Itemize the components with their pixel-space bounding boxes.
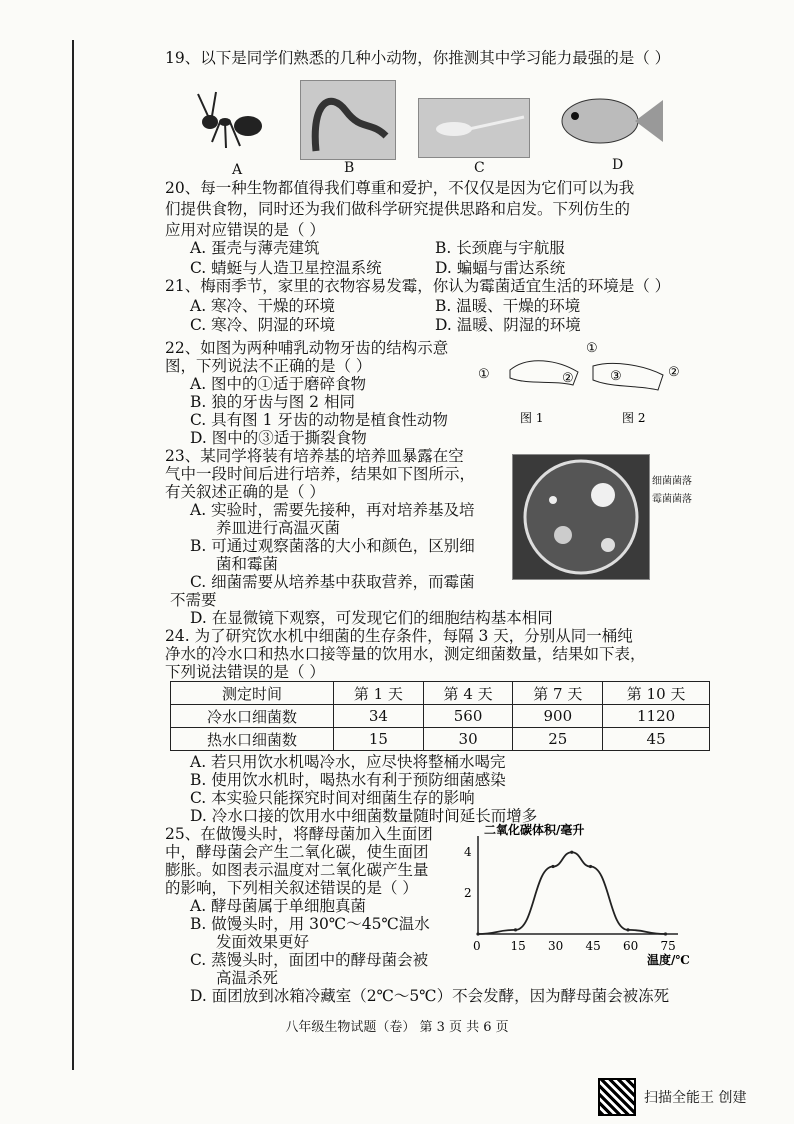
bacteria-colony-label: 细菌菌落: [652, 476, 692, 487]
earthworm-image: [300, 80, 396, 160]
ant-image: [190, 82, 270, 154]
q24-option-a: A. 若只用饮水机喝冷水，应尽快将整桶水喝完: [190, 753, 506, 771]
y-tick-label: 4: [464, 845, 472, 860]
q20-option-b: B. 长颈鹿与宇航服: [435, 239, 565, 257]
y-tick-label: 2: [464, 886, 472, 901]
table-header-cell: 第 10 天: [603, 682, 710, 705]
x-tick-label: 45: [585, 939, 601, 953]
table-cell: 45: [603, 728, 710, 751]
ant-icon: [190, 82, 270, 154]
marker-1-fig2: ①: [586, 341, 598, 356]
mold-colony-label: 霉菌菌落: [652, 494, 692, 505]
q23-option-a-1: A. 实验时，需要先接种，再对培养基及培: [190, 501, 475, 519]
q24-option-d: D. 冷水口接的饮用水中细菌数量随时间延长而增多: [190, 807, 538, 825]
q24-stem-3: 下列说法错误的是（ ）: [165, 663, 325, 681]
x-tick-label: 30: [548, 939, 564, 953]
marker-1-fig1: ①: [478, 367, 490, 382]
table-cell: 30: [423, 728, 513, 751]
data-point: [476, 932, 479, 935]
chart-x-label: 温度/℃: [647, 953, 690, 967]
q23-option-c-2: 不需要: [170, 591, 217, 609]
data-point: [551, 865, 554, 868]
q22-option-d: D. 图中的③适于撕裂食物: [190, 429, 367, 447]
q25-stem-3: 膨胀。如图表示温度对二氧化碳产生量: [165, 861, 429, 879]
q25-stem-2: 中，酵母菌会产生二氧化碳，使生面团: [165, 843, 429, 861]
table-cell: 25: [513, 728, 603, 751]
q21-option-b: B. 温暖、干燥的环境: [435, 297, 581, 315]
series-line: [478, 852, 666, 934]
qr-code-icon: [598, 1078, 636, 1116]
q22-option-b: B. 狼的牙齿与图 2 相同: [190, 393, 355, 411]
co2-temperature-chart: [452, 822, 702, 968]
table-header-cell: 第 4 天: [423, 682, 513, 705]
scanner-watermark: [598, 1078, 746, 1116]
data-point: [664, 932, 667, 935]
table-row: [171, 705, 710, 728]
data-point: [626, 928, 629, 931]
table-cell: 15: [334, 728, 424, 751]
q23-stem-2: 气中一段时间后进行培养，结果如下图所示，: [165, 465, 476, 483]
q25-option-b-1: B. 做馒头时，用 30℃～45℃温水: [190, 915, 430, 933]
marker-2-fig1: ②: [562, 371, 574, 386]
q19-label-c: C: [474, 160, 485, 176]
q23-option-b-1: B. 可通过观察菌落的大小和颜色，区别细: [190, 537, 475, 555]
table-header-cell: 第 1 天: [334, 682, 424, 705]
fig2-caption: 图 2: [622, 411, 646, 425]
marker-2-fig2: ②: [668, 365, 680, 380]
q19-label-b: B: [344, 160, 355, 176]
q23-option-d: D. 在显微镜下观察，可发现它们的细胞结构基本相同: [190, 609, 553, 627]
q20-option-c: C. 蜻蜓与人造卫星控温系统: [190, 259, 382, 277]
teeth-diagram: [478, 340, 700, 428]
q19-stem: 19、以下是同学们熟悉的几种小动物，你推测其中学习能力最强的是（ ）: [165, 49, 671, 67]
q25-option-b-2: 发面效果更好: [216, 933, 310, 951]
chart-layer: [464, 836, 678, 953]
q25-stem-4: 的影响，下列相关叙述错误的是（ ）: [165, 879, 418, 897]
bacteria-table: [170, 681, 710, 751]
q23-stem-3: 有关叙述正确的是（ ）: [165, 483, 325, 501]
q21-stem: 21、梅雨季节，家里的衣物容易发霉，你认为霉菌适宜生活的环境是（ ）: [165, 277, 671, 295]
q20-stem-2: 们提供食物，同时还为我们做科学研究提供思路和启发。下列仿生的: [165, 200, 631, 218]
marker-3-fig2: ③: [610, 369, 622, 384]
data-point: [570, 851, 573, 854]
q20-option-a: A. 蛋壳与薄壳建筑: [190, 239, 320, 257]
table-header-cell: 测定时间: [171, 682, 334, 705]
q25-option-a: A. 酵母菌属于单细胞真菌: [190, 897, 367, 915]
x-tick-label: 75: [660, 939, 676, 953]
table-header-cell: 第 7 天: [513, 682, 603, 705]
table-cell: 热水口细菌数: [171, 728, 334, 751]
table-cell: 34: [334, 705, 424, 728]
fish-image: [555, 88, 667, 154]
q23-option-c-1: C. 细菌需要从培养基中获取营养，而霉菌: [190, 573, 475, 591]
chart-title: 二氧化碳体积/毫升: [484, 823, 585, 837]
table-cell: 冷水口细菌数: [171, 705, 334, 728]
q22-stem-2: 图，下列说法不正确的是（ ）: [165, 357, 372, 375]
q25-stem-1: 25、在做馒头时，将酵母菌加入生面团: [165, 825, 433, 843]
q22-stem-1: 22、如图为两种哺乳动物牙齿的结构示意: [165, 339, 449, 357]
q24-option-b: B. 使用饮水机时，喝热水有利于预防细菌感染: [190, 771, 506, 789]
petri-dish-image: [512, 454, 650, 580]
table-cell: 1120: [603, 705, 710, 728]
q20-stem-3: 应用对应错误的是（ ）: [165, 221, 325, 239]
fig1-caption: 图 1: [520, 411, 544, 425]
q21-option-d: D. 温暖、阴湿的环境: [435, 316, 581, 334]
lizard-image: [418, 98, 530, 158]
q25-option-c-2: 高温杀死: [216, 969, 279, 987]
q20-option-d: D. 蝙蝠与雷达系统: [435, 259, 566, 277]
q20-stem-1: 20、每一种生物都值得我们尊重和爱护，不仅仅是因为它们可以为我: [165, 179, 635, 197]
table-cell: 560: [423, 705, 513, 728]
scanner-label: 扫描全能王 创建: [644, 1090, 747, 1106]
data-point: [514, 928, 517, 931]
x-tick-label: 15: [510, 939, 526, 953]
table-header-row: [171, 682, 710, 705]
q24-option-c: C. 本实验只能探究时间对细菌生存的影响: [190, 789, 475, 807]
x-tick-label: 60: [623, 939, 639, 953]
data-point: [589, 865, 592, 868]
q19-label-d: D: [612, 157, 624, 173]
x-tick-label: 0: [473, 939, 481, 953]
q23-option-a-2: 养皿进行高温灭菌: [216, 519, 341, 537]
q25-option-c-1: C. 蒸馒头时，面团中的酵母菌会被: [190, 951, 429, 969]
q25-option-d: D. 面团放到冰箱冷藏室（2℃～5℃）不会发酵，因为酵母菌会被冻死: [190, 987, 670, 1005]
table-row: [171, 728, 710, 751]
q22-option-c: C. 具有图 1 牙齿的动物是植食性动物: [190, 411, 448, 429]
q22-option-a: A. 图中的①适于磨碎食物: [190, 375, 367, 393]
q19-label-a: A: [232, 162, 243, 178]
margin-line: [72, 40, 74, 1070]
page-footer: 八年级生物试题（卷） 第 3 页 共 6 页: [285, 1020, 509, 1035]
q21-option-a: A. 寒冷、干燥的环境: [190, 297, 336, 315]
q23-stem-1: 23、某同学将装有培养基的培养皿暴露在空: [165, 447, 464, 465]
q21-option-c: C. 寒冷、阴湿的环境: [190, 316, 336, 334]
q24-stem-2: 净水的冷水口和热水口接等量的饮用水，测定细菌数量，结果如下表，: [165, 645, 646, 663]
q24-stem-1: 24. 为了研究饮水机中细菌的生存条件，每隔 3 天，分别从同一桶纯: [165, 627, 633, 645]
table-cell: 900: [513, 705, 603, 728]
q23-option-b-2: 菌和霉菌: [216, 555, 279, 573]
